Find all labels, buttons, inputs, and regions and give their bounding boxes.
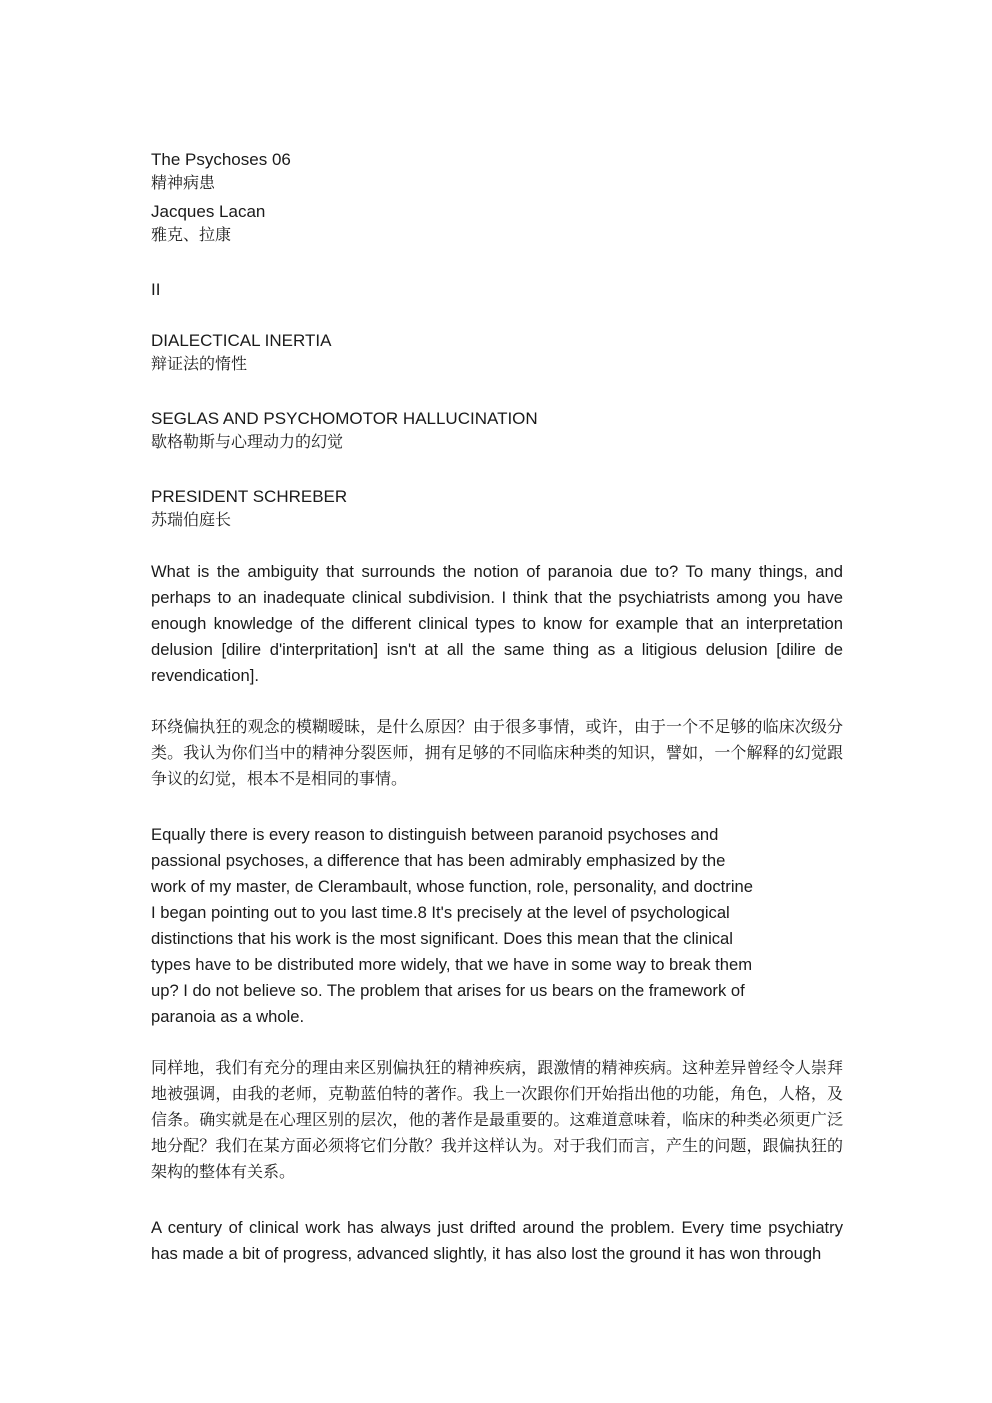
part-number — [151, 278, 843, 301]
section-heading-chinese: 辩证法的惰性 — [151, 354, 248, 373]
section-heading-english: SEGLAS AND PSYCHOMOTOR HALLUCINATION — [151, 409, 538, 428]
document-page — [151, 148, 843, 1267]
section-heading-chinese: 歇格勒斯与心理动力的幻觉 — [151, 432, 344, 451]
paragraph-english-1: What is the ambiguity that surrounds the notion of paranoia due to? To many things, and perhaps to an inadequate clinical subdivision. I think that the psychiatrists among you have enough knowledge of the different clinical types to know for example that an interpretation delusion [dilire d'interpritation] isn't at all the same thing as a litigious delusion [dilire de revendication]. — [151, 562, 843, 685]
section-heading-dialectical — [151, 329, 843, 375]
paragraph-chinese-1: 环绕偏执狂的观念的模糊暧昧，是什么原因？由于很多事情，或许，由于一个不足够的临床次级分类。我认为你们当中的精神分裂医师，拥有足够的不同临床种类的知识，譬如，一个解释的幻觉跟争议的幻觉，根本不是相同的事情。 — [151, 717, 843, 788]
title-chinese: 精神病患 — [151, 173, 216, 192]
section-heading-schreber — [151, 485, 843, 531]
author-chinese: 雅克、拉康 — [151, 225, 232, 244]
paragraph-chinese-2: 同样地，我们有充分的理由来区别偏执狂的精神疾病，跟激情的精神疾病。这种差异曾经令人崇拜地被强调，由我的老师，克勒蓝伯特的著作。我上一次跟你们开始指出他的功能，角色，人格，及信条。确实就是在心理区别的层次，他的著作是最重要的。这难道意味着，临床的种类必须更广泛地分配？我们在某方面必须将它们分散？我并这样认为。对于我们而言，产生的问题，跟偏执狂的架构的整体有关系。 — [151, 1058, 843, 1181]
title-english: The Psychoses 06 — [151, 150, 291, 169]
section-heading-english: PRESIDENT SCHREBER — [151, 487, 348, 506]
author-english: Jacques Lacan — [151, 202, 266, 221]
paragraph-english-2: Equally there is every reason to distinguish between paranoid psychoses and passional psychoses, a difference that has been admirably emphasized by the work of my master, de Clerambault, whose function, role, personality, and doctrine I began pointing out to you last time.8 It's precisely at the level of psychological distinctions that his work is the most significant. Does this mean that the clinical types have to be distributed more widely, that we have in some way to break them up? I do not believe so. The problem that arises for us bears on the framework of paranoia as a whole. — [151, 825, 753, 1026]
section-heading-seglas — [151, 407, 843, 453]
section-heading-chinese: 苏瑞伯庭长 — [151, 510, 232, 529]
title-block — [151, 148, 843, 194]
author-block — [151, 200, 843, 246]
paragraph-english-3: A century of clinical work has always just drifted around the problem. Every time psychiatry has made a bit of progress, advanced slightly, it has also lost the ground it has won through — [151, 1218, 843, 1263]
part-label: II — [151, 280, 161, 299]
section-heading-english: DIALECTICAL INERTIA — [151, 331, 332, 350]
